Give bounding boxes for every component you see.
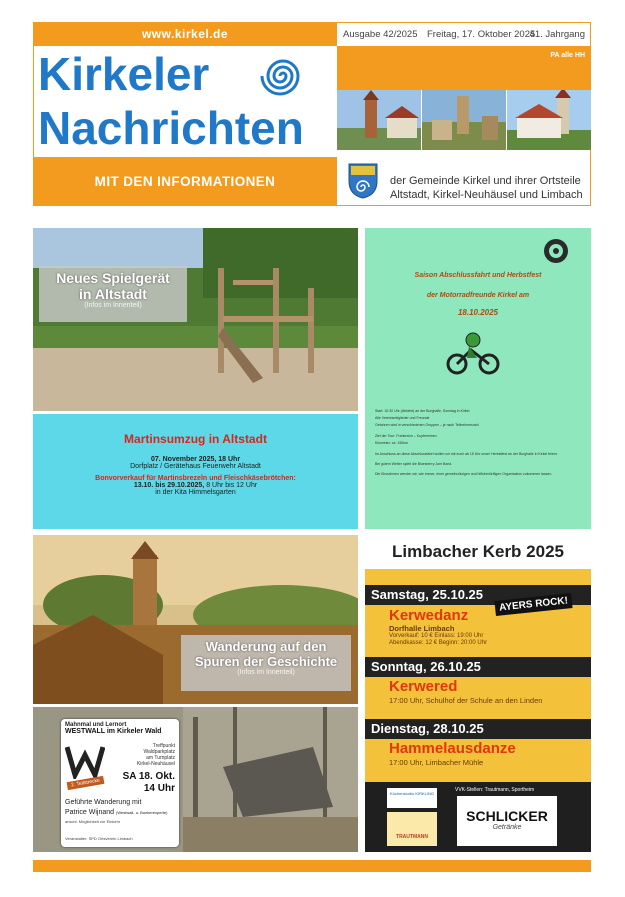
kerb-event2: Kerwered	[389, 678, 458, 695]
municipality-line1: der Gemeinde Kirkel und ihrer Ortsteile	[390, 175, 581, 187]
moto-date: 18.10.2025	[457, 308, 499, 317]
westwall-meeting-1: Treffpunkt	[152, 743, 175, 749]
wanderung-label	[181, 635, 351, 691]
playground-title-line1: Neues Spielgerät	[56, 270, 170, 286]
moto-para2: Bei gutem Wetter spielt die Bluesberry Jam Band.	[375, 462, 453, 466]
kerb-band: AYERS ROCK!	[494, 593, 572, 616]
kerb-title: Limbacher Kerb 2025	[365, 535, 591, 569]
kerb-sponsor3-sub: Getränke	[492, 824, 522, 831]
kerb-presale-points: VVK-Stellen: Trautmann, Sportheim	[455, 787, 535, 793]
moto-line3: Gefahren wird in verschiedenen Gruppen – je nach Teilnehmerzahl	[375, 423, 479, 427]
kerb-sponsor2: TRAUTMANN	[387, 812, 437, 846]
kerb-event1-place: Dorfhalle Limbach	[389, 624, 455, 633]
kerb-sponsor-bar	[365, 782, 591, 852]
moto-km-label: Kilometer:	[375, 441, 391, 445]
footer-bar	[33, 860, 591, 872]
moto-title-line1: Saison Abschlussfahrt und Herbstfest	[414, 272, 542, 279]
kerb-sponsor3-box	[457, 796, 557, 846]
martin-presale-dates	[33, 482, 358, 489]
moto-km-value: ca. 150km	[391, 441, 408, 445]
motorrad-panel[interactable]	[365, 228, 591, 529]
kerb-event3: Hammelausdanze	[389, 740, 516, 757]
westwall-guided: Geführte Wanderung mit	[65, 799, 142, 806]
club-badge-icon	[543, 238, 569, 264]
moto-route-label: Ziel der Tour:	[375, 434, 396, 438]
distribution: PA alle HH	[550, 52, 585, 59]
westwall-meeting-2: Waldparkplatz	[143, 749, 175, 755]
westwall-poster	[61, 719, 179, 847]
spiral-logo-icon	[253, 52, 313, 100]
info-banner: MIT DEN INFORMATIONEN	[33, 157, 337, 206]
westwall-donation: anschl. Möglichkeit zur Einkehr	[65, 819, 121, 824]
westwall-stage: 2. Teilstrecke	[67, 776, 105, 790]
westwall-meeting-3: am Turnplatz	[146, 755, 175, 761]
moto-title-line2: der Motorradfreunde Kirkel am	[426, 292, 530, 299]
moto-details	[375, 408, 581, 478]
moto-line2: Alle Vereinsmitglieder und Freunde	[375, 416, 430, 420]
martin-title: Martinsumzug in Altstadt	[124, 432, 267, 446]
issue-date: Freitag, 17. Oktober 2025	[427, 29, 536, 40]
moto-para3: Die Einnahmen werden wir, wie immer, einer gemeinnützigen und hilfsbedürftigen Organisation zukommen lassen.	[375, 472, 553, 476]
westwall-guide	[65, 809, 167, 816]
kerb-day2: Sonntag, 26.10.25	[365, 657, 591, 677]
kerb-day1: Samstag, 25.10.25	[365, 585, 591, 605]
kerb-event2-place: 17:00 Uhr, Schulhof der Schule an den Linden	[389, 696, 543, 705]
playground-label	[39, 266, 187, 322]
wanderung-title-line2: Spuren der Geschichte	[194, 654, 338, 669]
martin-presale-dates-rest: 8 Uhr bis 12 Uhr	[204, 482, 258, 489]
martin-presale-location: in der Kita Himmelsgarten	[155, 489, 236, 496]
wanderung-title-line1: Wanderung auf den	[205, 639, 327, 654]
westwall-meeting	[137, 743, 175, 767]
westwall-guide-name: Patrice Wijnand	[65, 809, 115, 816]
issue-info	[337, 22, 591, 46]
kerb-sponsor1: Küchenstudio KIRKLING	[387, 788, 437, 808]
martinsumzug-panel[interactable]	[33, 414, 358, 529]
distribution-bar	[337, 46, 591, 90]
playground-panel[interactable]	[33, 228, 358, 411]
playground-note: (Infos im Innenteil)	[84, 302, 142, 309]
kerb-day3: Dienstag, 28.10.25	[365, 719, 591, 739]
paper-title-line1: Kirkeler	[38, 48, 210, 100]
westwall-organizer: Veranstalter: SPD Ortsverein Limbach	[65, 836, 133, 841]
moto-route-value: Frankreich – Kupferminen	[396, 434, 437, 438]
westwall-line1: Mahnmal und Lernort	[65, 722, 127, 728]
issue-number: Ausgabe 42/2025	[343, 29, 418, 40]
kerb-event1-box: Abendkasse: 12 € Beginn: 20:00 Uhr	[389, 640, 488, 646]
village-photos	[337, 90, 591, 150]
martin-presale-dates-bold: 13.10. bis 29.10.2025,	[133, 482, 205, 489]
kerb-event1-presale: Vorverkauf: 10 € Einlass: 19:00 Uhr	[389, 633, 484, 639]
volume: 41. Jahrgang	[529, 29, 585, 40]
moto-para1: Im Anschluss an diese Abschlussfahrt wollen wir mit euch ab 15 Uhr unser Herbstfest an der Burghalle in Kirkel feiern.	[375, 452, 558, 456]
municipal-crest-icon	[348, 163, 378, 199]
municipality-text	[390, 174, 583, 202]
paper-title-line2: Nachrichten	[38, 102, 304, 154]
westwall-meeting-4: Kirkel-Neuhäusel	[136, 761, 175, 767]
kerb-event1: Kerwedanz	[389, 607, 469, 624]
wanderung-note: (Infos im Innenteil)	[237, 669, 295, 676]
municipality-line2: Altstadt, Kirkel-Neuhäusel und Limbach	[390, 189, 583, 201]
westwall-time: 14 Uhr	[143, 783, 175, 794]
westwall-date: SA 18. Okt.	[122, 771, 175, 782]
martin-presale-heading: Bonvorverkauf für Martinsbrezeln und Fleischkäsebrötchen:	[95, 475, 296, 482]
wanderung-panel[interactable]	[33, 535, 358, 704]
moto-line1: Start: 10:30 Uhr (Abfahrt) an der Burghalle, Sonntag in Kirkel	[375, 409, 470, 413]
playground-title-line2: in Altstadt	[79, 286, 147, 302]
kerb-panel[interactable]	[365, 535, 591, 852]
website-url[interactable]: www.kirkel.de	[33, 22, 337, 46]
westwall-guide-note: (Westwall- u. Bunkerexperte)	[115, 810, 168, 815]
westwall-logo-icon	[65, 743, 105, 779]
kerb-event3-place: 17:00 Uhr, Limbacher Mühle	[389, 758, 484, 767]
martin-date: 07. November 2025, 18 Uhr	[150, 456, 241, 463]
westwall-panel[interactable]	[33, 707, 358, 852]
kerb-sponsor3: SCHLICKER	[466, 808, 548, 824]
martin-place: Dorfplatz / Gerätehaus Feuerwehr Altstadt	[130, 463, 261, 470]
motorcycle-icon	[443, 328, 503, 376]
westwall-line2: WESTWALL im Kirkeler Wald	[65, 728, 162, 735]
